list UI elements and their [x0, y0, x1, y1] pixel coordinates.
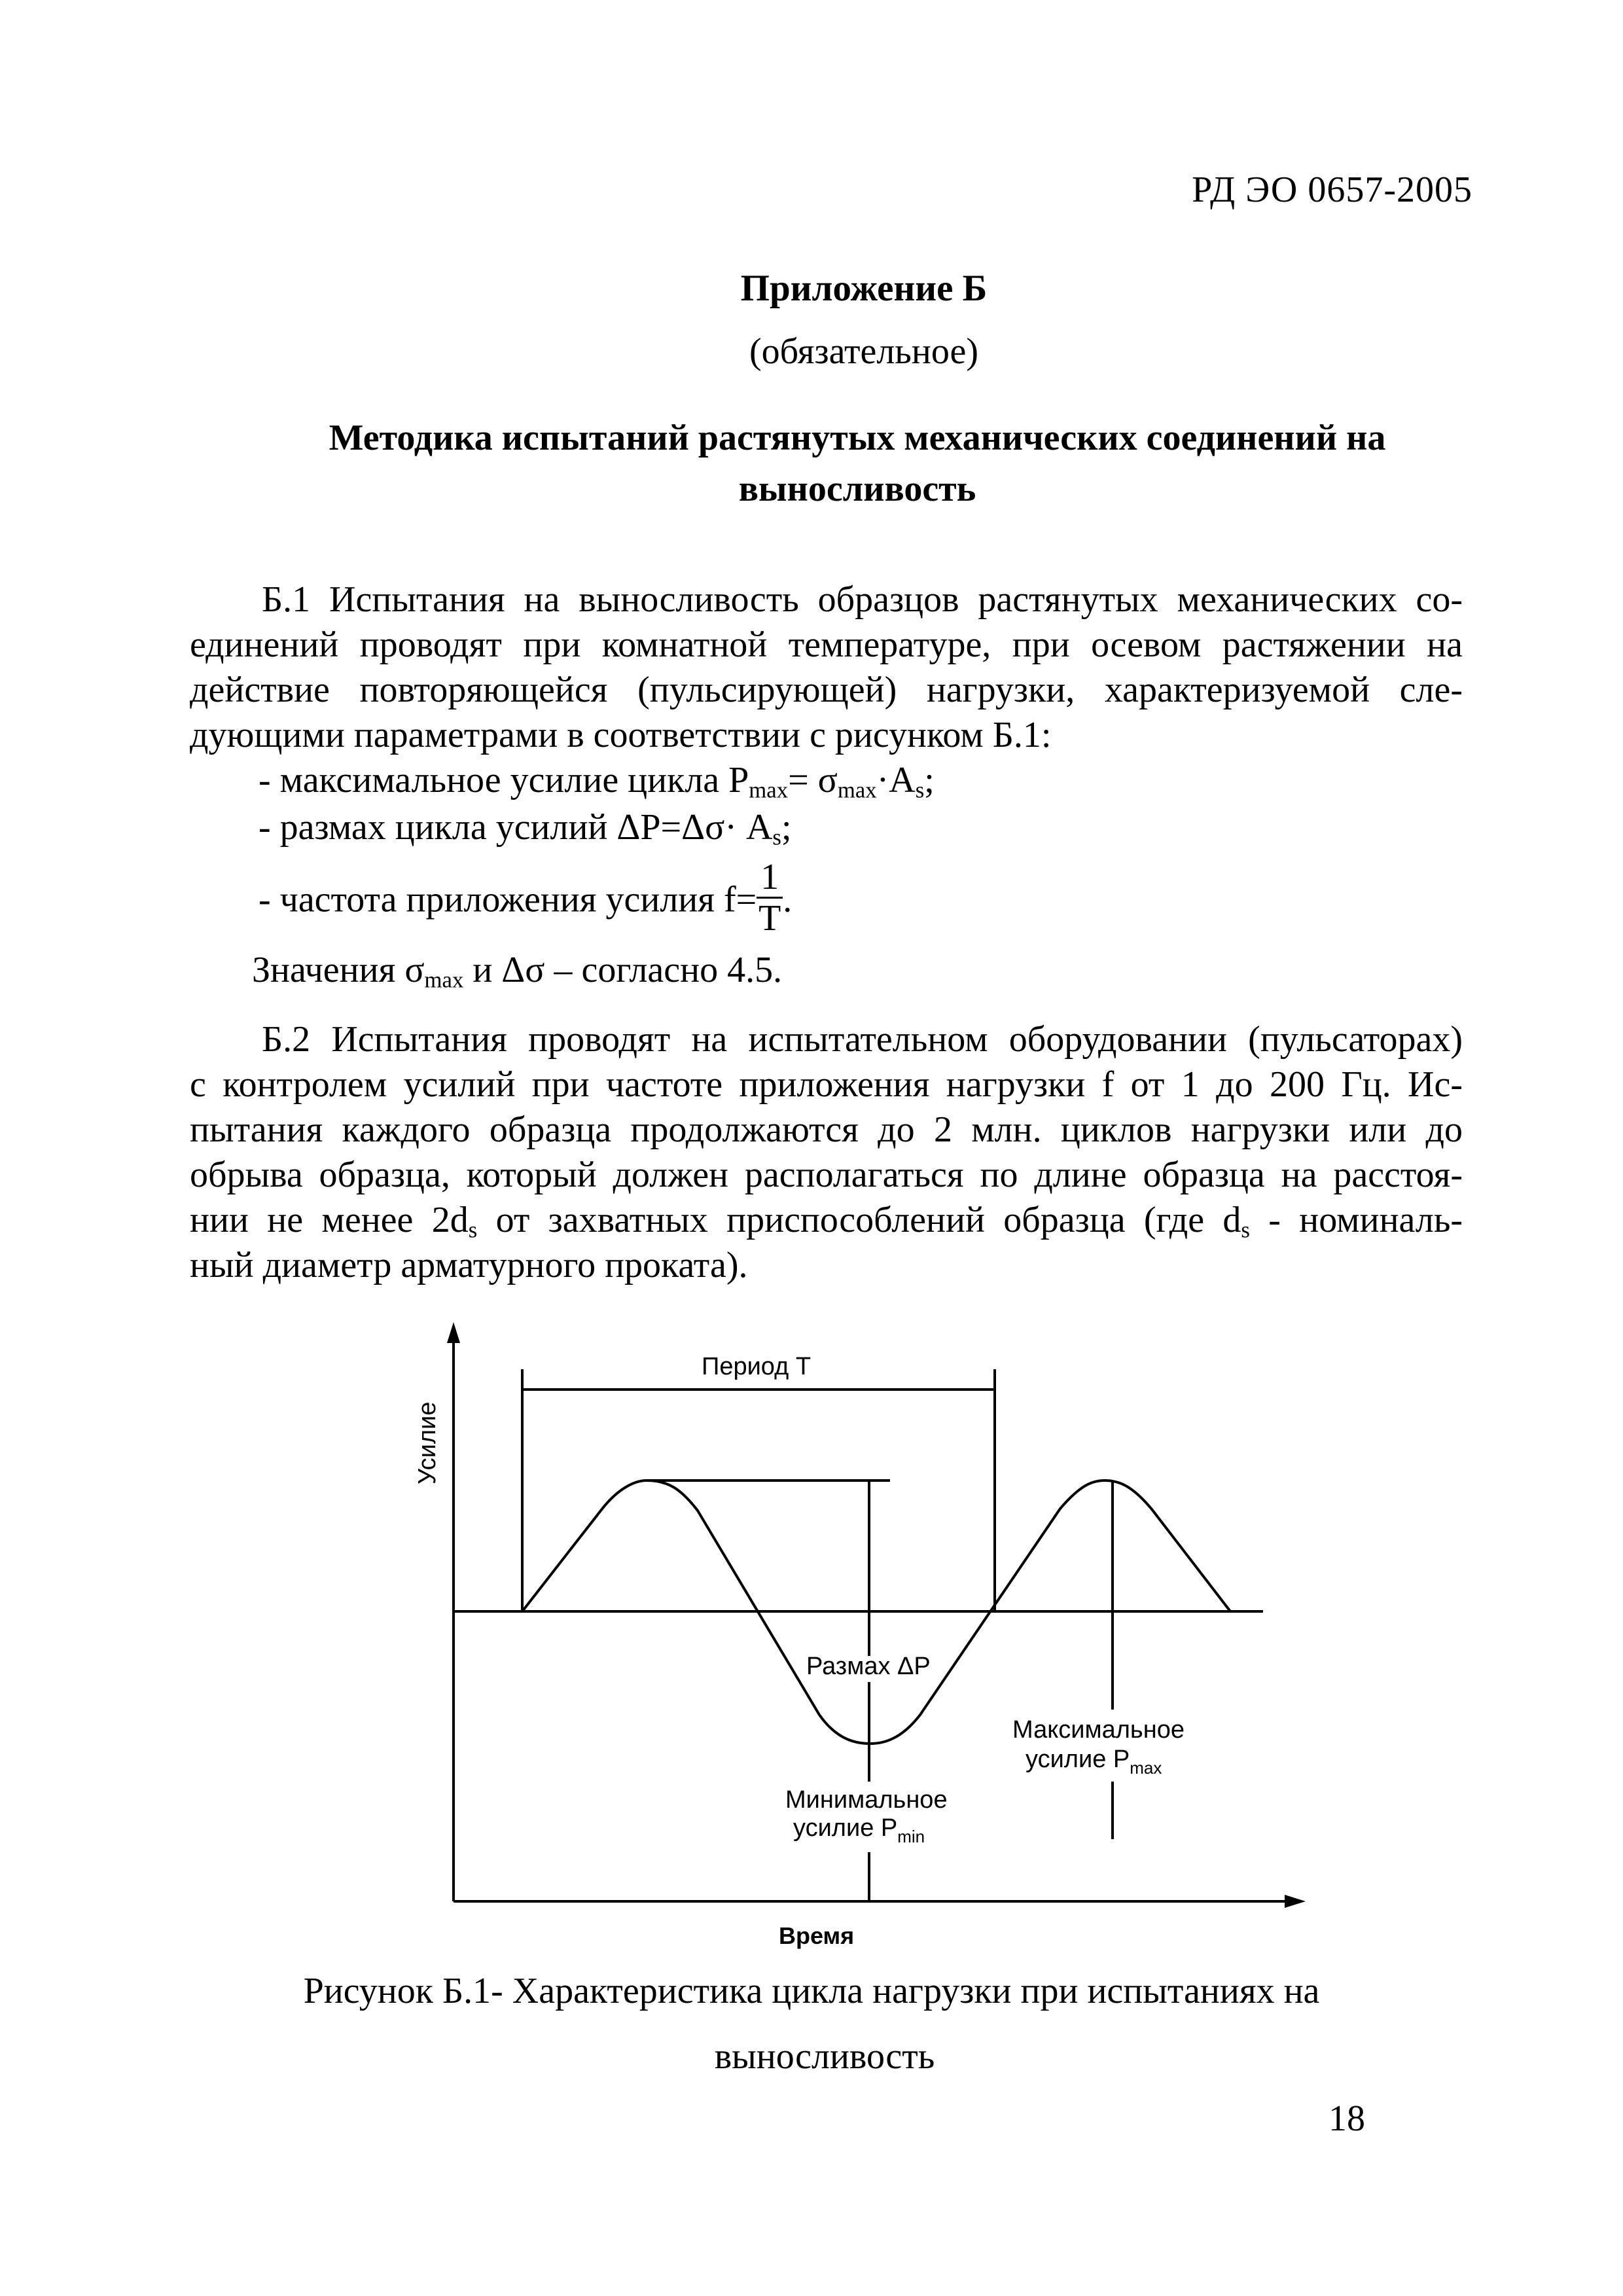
- item1-text: - максимальное усилие цикла P: [259, 760, 749, 800]
- max-label-text: усилие P: [1026, 1746, 1130, 1773]
- min-label-text: усилие P: [793, 1814, 898, 1842]
- b2-line: пытания каждого образца продолжаются до 2 млн. циклов нагрузки или до: [190, 1109, 1463, 1150]
- b2-sub: s: [468, 1217, 478, 1243]
- item2-sub: s: [772, 824, 781, 850]
- b1-line: действие повторяющейся (пульсирующей) нагрузки, характеризуемой сле-: [190, 670, 1463, 710]
- y-axis-label: Усилие: [414, 1401, 441, 1484]
- method-title-line1: Методика испытаний растянутых механических соединений на: [329, 418, 1386, 458]
- min-label-line1: Минимальное: [785, 1786, 948, 1814]
- figure-caption-line2: выносливость: [714, 2036, 935, 2077]
- b1-line: Б.1 Испытания на выносливость образцов растянутых механических со-: [262, 579, 1463, 620]
- b1-line: единений проводят при комнатной температуре, при осевом растяжении на: [190, 624, 1463, 665]
- figure-caption-line1: Рисунок Б.1- Характеристика цикла нагрузки при испытаниях на: [303, 1971, 1320, 2011]
- max-label-line2: [1026, 1746, 1162, 1778]
- values-sub: max: [424, 967, 464, 993]
- appendix-subtitle: (обязательное): [749, 331, 978, 372]
- min-label-sub: min: [897, 1827, 925, 1846]
- b2-line: с контролем усилий при частоте приложения нагрузки f от 1 до 200 Гц. Ис-: [190, 1064, 1463, 1105]
- item1-sub: s: [915, 777, 925, 803]
- period-label: Период Т: [702, 1353, 812, 1380]
- item1-sub: max: [749, 777, 789, 803]
- b2-text: нии не менее 2d: [190, 1200, 469, 1240]
- values-text: Значения σ: [252, 950, 425, 990]
- document-code: РД ЭО 0657-2005: [1192, 170, 1472, 210]
- b1-line: дующими параметрами в соответствии с рисунком Б.1:: [190, 715, 1052, 755]
- item2-text: - размах цикла усилий ΔP=Δσ· A: [259, 807, 773, 848]
- max-label-sub: max: [1130, 1758, 1162, 1778]
- b2-sub: s: [1241, 1217, 1250, 1243]
- item3-end: .: [783, 879, 793, 920]
- b2-line: обрыва образца, который должен располагаться по длине образца на расстоя-: [190, 1155, 1463, 1195]
- max-label-line1: Максимальное: [1012, 1716, 1185, 1744]
- b2-line: Б.2 Испытания проводят на испытательном оборудовании (пульсаторах): [262, 1019, 1463, 1060]
- values-text: и Δσ – согласно 4.5.: [463, 950, 783, 990]
- page-number: 18: [1329, 2098, 1365, 2139]
- item1-mid: = σ: [788, 760, 838, 800]
- method-title-line2: выносливость: [738, 469, 976, 509]
- fraction-denominator: T: [758, 898, 781, 939]
- x-axis-label: Время: [779, 1922, 855, 1949]
- min-label-line2: [793, 1814, 925, 1846]
- item1-mid: ·A: [876, 760, 916, 800]
- range-label: Размах ΔP: [806, 1653, 931, 1680]
- x-axis-arrow: [1285, 1895, 1306, 1908]
- item1-end: ;: [924, 760, 935, 800]
- b2-line: ный диаметр арматурного проката).: [190, 1245, 748, 1285]
- appendix-title: Приложение Б: [740, 268, 988, 309]
- b2-text: от захватных приспособлений образца (где d: [477, 1200, 1241, 1240]
- item1-sub: max: [837, 777, 877, 803]
- item3-text: - частота приложения усилия f=: [259, 879, 757, 920]
- fraction-numerator: 1: [757, 857, 783, 899]
- b2-text: - номиналь-: [1249, 1200, 1463, 1240]
- item2-end: ;: [781, 807, 792, 848]
- y-axis-arrow: [447, 1322, 460, 1343]
